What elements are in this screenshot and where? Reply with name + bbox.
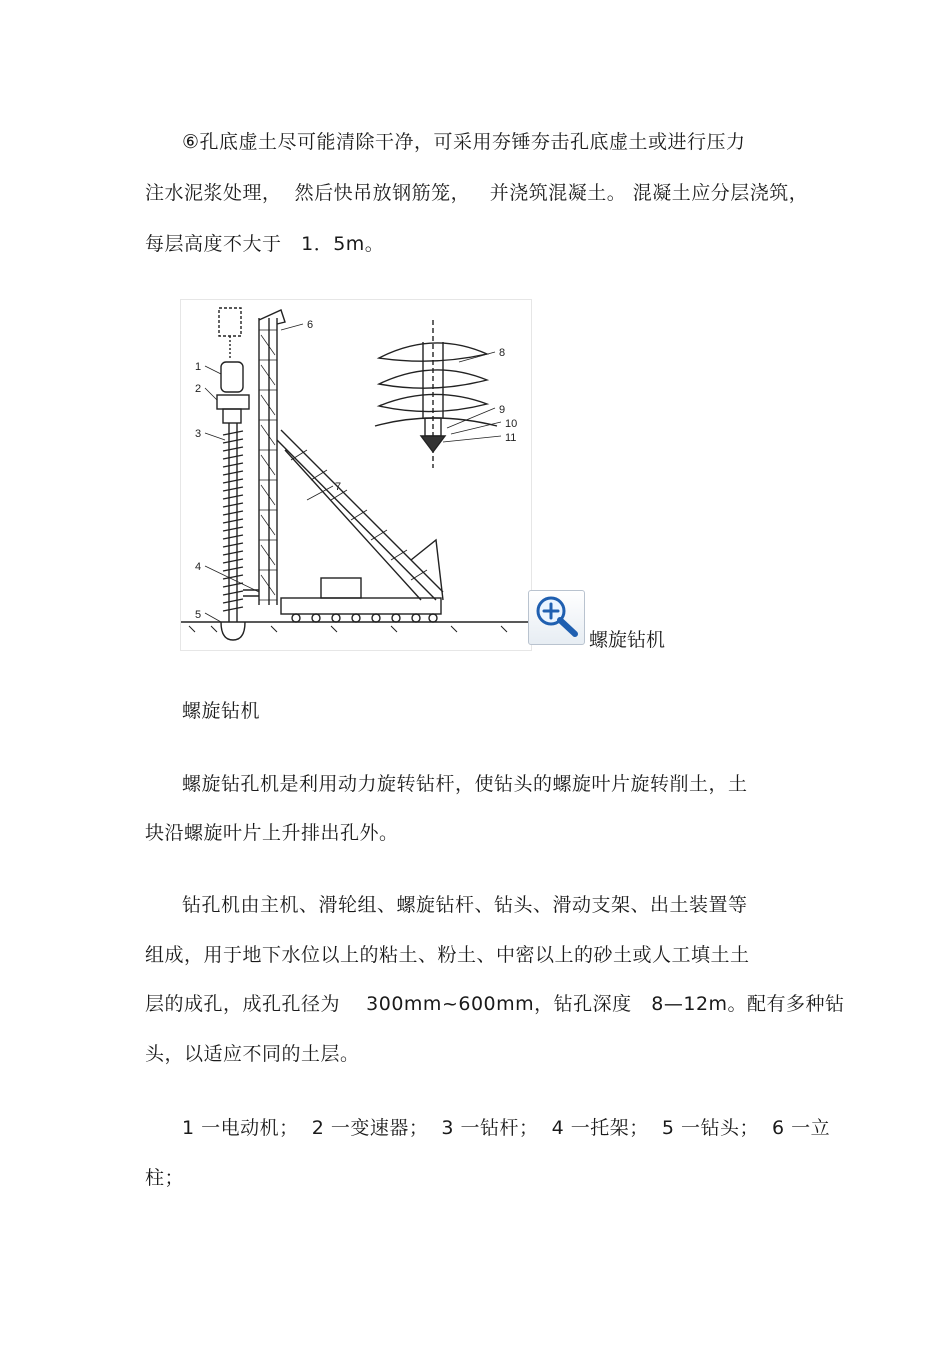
paragraph-3-line-2: 组成，用于地下水位以上的粘土、粉土、中密以上的砂土或人工填土土	[145, 944, 750, 966]
inline-image-caption: 螺旋钻机	[589, 629, 666, 651]
paragraph-1-line-2: 注水泥浆处理， 然后快吊放钢筋笼， 并浇筑混凝土。 混凝土应分层浇筑，	[145, 182, 809, 204]
label-1: 1	[195, 361, 202, 373]
label-11: 11	[505, 432, 517, 444]
paragraph-3-line-3: 层的成孔，成孔孔径为 300mm~600mm，钻孔深度 8—12m。配有多种钻	[145, 993, 845, 1015]
label-6: 6	[307, 319, 314, 331]
paragraph-2-line-2: 块沿螺旋叶片上升排出孔外。	[145, 822, 399, 844]
zoom-in-icon	[529, 591, 584, 644]
label-3: 3	[195, 428, 202, 440]
spiral-drill-figure	[180, 299, 532, 651]
legend-line-2: 柱；	[145, 1167, 185, 1189]
label-8: 8	[499, 347, 506, 359]
spiral-drill-diagram	[181, 300, 531, 650]
label-10: 10	[505, 418, 518, 430]
label-2: 2	[195, 383, 202, 395]
label-9: 9	[499, 404, 506, 416]
label-5: 5	[195, 609, 202, 621]
figure-caption: 螺旋钻机	[182, 700, 261, 722]
label-7: 7	[335, 481, 342, 493]
legend-line-1: 1 一电动机； 2 一变速器； 3 一钻杆； 4 一托架； 5 一钻头； 6 一立	[182, 1117, 831, 1139]
label-4: 4	[195, 561, 202, 573]
paragraph-2-line-1: 螺旋钻孔机是利用动力旋转钻杆，使钻头的螺旋叶片旋转削土，土	[182, 773, 748, 795]
paragraph-3-line-1: 钻孔机由主机、滑轮组、螺旋钻杆、钻头、滑动支架、出土装置等	[182, 894, 748, 916]
zoom-in-button[interactable]	[528, 590, 585, 645]
paragraph-3-line-4: 头，以适应不同的土层。	[145, 1043, 360, 1065]
paragraph-1-line-1: ⑥孔底虚土尽可能清除干净，可采用夯锤夯击孔底虚土或进行压力	[182, 131, 746, 153]
paragraph-1-line-3: 每层高度不大于 1．5m。	[145, 233, 385, 255]
